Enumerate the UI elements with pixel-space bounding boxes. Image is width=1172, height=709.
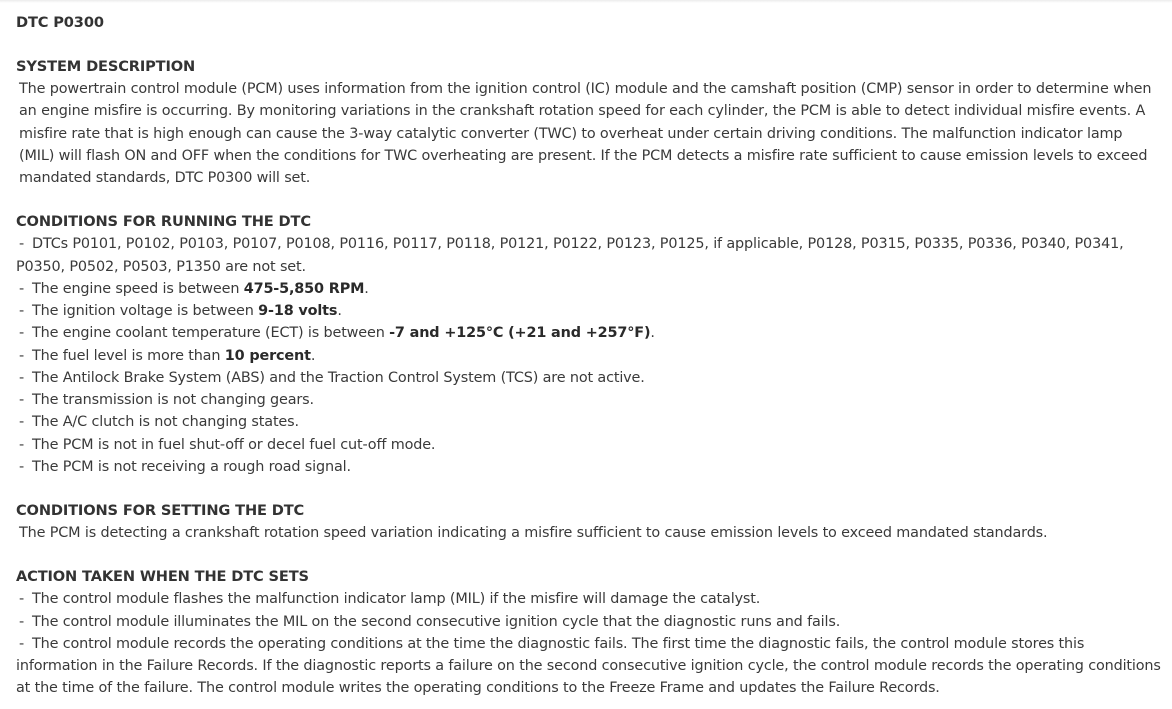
list-item <box>16 300 1161 322</box>
list-item <box>16 456 1161 478</box>
item-text: The Antilock Brake System (ABS) and the Traction Control System (TCS) are not active. <box>32 369 645 386</box>
item-text: The ignition voltage is between <box>32 303 259 319</box>
item-text-tail: . <box>650 325 655 342</box>
list-item <box>16 633 1161 700</box>
list-item <box>16 389 1161 411</box>
section-paragraph: The powertrain control module (PCM) uses information from the ignition control (IC) module and the camshaft position (CMP) sensor in order to determine when an engine misfire is occurring. By monitoring variations in the crankshaft rotation speed for each cylinder, the PCM is able to detect individual misfire events. A misfire rate that is high enough can cause the 3-way catalytic converter (TWC) to overheat under certain driving conditions. The malfunction indicator lamp (MIL) will flash ON and OFF when the conditions for TWC overheating are present. If the PCM detects a misfire rate sufficient to cause emission levels to exceed mandated standards, DTC P0300 will set. <box>19 81 1152 186</box>
section-heading: SYSTEM DESCRIPTION <box>16 58 196 75</box>
bullet-dash: - <box>19 436 25 453</box>
item-text: DTCs P0101, P0102, P0103, P0107, P0108, P0116, P0117, P0118, P0121, P0122, P0123, P0125, if applicable, P0128, P0315, P0335, P0336, P0340, P0341, P0350, P0502, P0503, P1350 are not set. <box>16 236 1124 275</box>
list-item <box>16 233 1161 278</box>
list-item <box>16 611 1161 633</box>
page-title: DTC P0300 <box>16 14 104 31</box>
item-text: The PCM is not receiving a rough road signal. <box>32 458 351 475</box>
item-text: The transmission is not changing gears. <box>32 392 314 408</box>
list-item <box>16 434 1161 456</box>
item-text: The control module records the operating conditions at the time the diagnostic fails. The first time the diagnostic fails, the control module stores this information in the Failure Records. If the diagnostic reports a failure on the second consecutive ignition cycle, the control module records the operating conditions at the time of the failure. The control module writes the operating conditions to the Freeze Frame and updates the Failure Records. <box>16 635 1161 697</box>
list-item <box>16 345 1161 367</box>
bullet-dash: - <box>19 414 25 431</box>
section-action-taken <box>16 566 1161 699</box>
section-heading: ACTION TAKEN WHEN THE DTC SETS <box>16 568 309 586</box>
bullet-dash: - <box>19 591 25 608</box>
bullet-dash: - <box>19 635 25 652</box>
item-value: -7 and +125°C (+21 and +257°F) <box>389 325 651 342</box>
item-text: The control module illuminates the MIL on the second consecutive ignition cycle that the diagnostic runs and fails. <box>32 613 841 630</box>
top-edge-shadow <box>0 0 1172 3</box>
bullet-dash: - <box>19 303 25 319</box>
list-item <box>16 588 1161 610</box>
action-list <box>16 588 1161 699</box>
item-value: 9-18 volts <box>258 303 338 319</box>
bullet-dash: - <box>19 236 25 253</box>
condition-list <box>16 233 1161 478</box>
list-item <box>16 322 1161 344</box>
section-system-description <box>16 56 1161 189</box>
bullet-dash: - <box>19 280 25 297</box>
item-value: 10 percent <box>224 347 311 364</box>
bullet-dash: - <box>19 325 25 342</box>
item-text: The control module flashes the malfunction indicator lamp (MIL) if the misfire will damage the catalyst. <box>32 591 761 608</box>
document-body <box>16 12 1161 700</box>
section-heading: CONDITIONS FOR SETTING THE DTC <box>16 502 305 519</box>
list-item <box>16 278 1161 300</box>
bullet-dash: - <box>19 613 25 630</box>
item-text: The engine coolant temperature (ECT) is between <box>32 325 390 342</box>
item-text-tail: . <box>364 280 369 297</box>
section-paragraph: The PCM is detecting a crankshaft rotation speed variation indicating a misfire sufficient to cause emission levels to exceed mandated standards. <box>19 525 1048 541</box>
section-heading: CONDITIONS FOR RUNNING THE DTC <box>16 213 311 231</box>
list-item <box>16 367 1161 389</box>
item-text: The A/C clutch is not changing states. <box>32 414 299 431</box>
bullet-dash: - <box>19 392 25 408</box>
item-text: The engine speed is between <box>32 280 244 297</box>
section-conditions-setting <box>16 500 1161 544</box>
bullet-dash: - <box>19 347 25 364</box>
bullet-dash: - <box>19 369 25 386</box>
item-text: The PCM is not in fuel shut-off or decel fuel cut-off mode. <box>32 436 436 453</box>
item-value: 475-5,850 RPM <box>243 280 365 297</box>
bullet-dash: - <box>19 458 25 475</box>
item-text-tail: . <box>337 303 342 319</box>
list-item <box>16 411 1161 433</box>
section-conditions-running <box>16 211 1161 478</box>
item-text: The fuel level is more than <box>32 347 225 364</box>
item-text-tail: . <box>310 347 316 364</box>
